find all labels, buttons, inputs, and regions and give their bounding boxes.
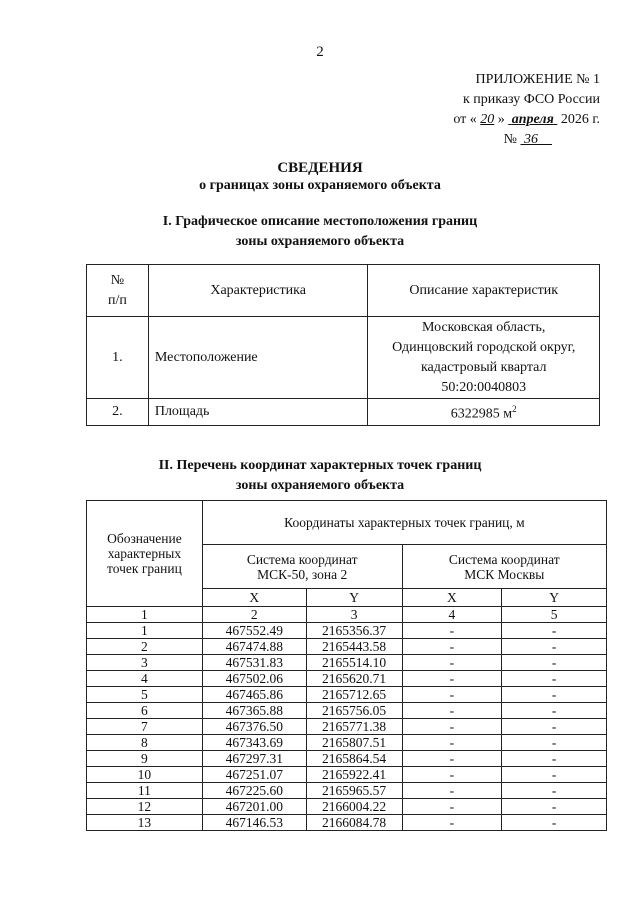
column-number: 3 <box>306 607 402 623</box>
system-line: Система координат <box>448 551 560 567</box>
table-row <box>87 719 607 735</box>
table-row <box>87 799 607 815</box>
msk50-y: 2165965.57 <box>306 783 402 799</box>
document-subtitle: о границах зоны охраняемого объекта <box>199 178 441 193</box>
annex-date-line <box>400 110 600 130</box>
axis-label: X <box>202 589 306 607</box>
area-unit-superscript: 2 <box>512 404 517 414</box>
moscow-y: - <box>502 799 607 815</box>
table-row <box>87 655 607 671</box>
msk50-y: 2165864.54 <box>306 751 402 767</box>
msk50-y: 2166084.78 <box>306 815 402 831</box>
moscow-y: - <box>502 671 607 687</box>
moscow-x: - <box>402 703 502 719</box>
msk50-x: 467552.49 <box>202 623 306 639</box>
msk50-x: 467251.07 <box>202 767 306 783</box>
area-value: 6322985 м <box>450 406 513 422</box>
moscow-x: - <box>402 671 502 687</box>
msk50-x: 467297.31 <box>202 751 306 767</box>
description-line: Московская область, <box>422 319 546 335</box>
msk50-x: 467376.50 <box>202 719 306 735</box>
msk50-x: 467502.06 <box>202 671 306 687</box>
moscow-y: - <box>502 687 607 703</box>
point-number: 10 <box>87 767 203 783</box>
coordinates-body <box>87 623 607 831</box>
section1-heading <box>0 212 640 252</box>
header-designation <box>87 501 203 607</box>
moscow-x: - <box>402 639 502 655</box>
table-row <box>87 639 607 655</box>
point-number: 13 <box>87 815 203 831</box>
row-description <box>368 317 600 399</box>
description-line: 50:20:0040803 <box>441 379 527 395</box>
moscow-x: - <box>402 767 502 783</box>
msk50-x: 467365.88 <box>202 703 306 719</box>
axis-label: Y <box>502 589 607 607</box>
header-number-line1: № <box>110 272 125 288</box>
point-number: 9 <box>87 751 203 767</box>
annex-number-prefix: № <box>503 132 517 147</box>
table-header-row <box>87 265 600 317</box>
moscow-x: - <box>402 655 502 671</box>
msk50-y: 2165807.51 <box>306 735 402 751</box>
column-number: 4 <box>402 607 502 623</box>
msk50-y: 2165443.58 <box>306 639 402 655</box>
annex-order-reference: к приказу ФСО России <box>462 92 600 107</box>
column-number: 1 <box>87 607 203 623</box>
moscow-x: - <box>402 751 502 767</box>
msk50-x: 467201.00 <box>202 799 306 815</box>
moscow-x: - <box>402 783 502 799</box>
header-number-cell <box>87 265 149 317</box>
msk50-y: 2165514.10 <box>306 655 402 671</box>
annex-block <box>400 70 600 150</box>
row-name: Площадь <box>148 399 368 426</box>
section2-heading-line2: зоны охраняемого объекта <box>235 478 405 493</box>
header-designation-line: точек границ <box>107 561 182 576</box>
moscow-y: - <box>502 719 607 735</box>
header-coordinates: Координаты характерных точек границ, м <box>202 501 606 545</box>
point-number: 3 <box>87 655 203 671</box>
msk50-y: 2165922.41 <box>306 767 402 783</box>
system-line: МСК-50, зона 2 <box>257 566 348 582</box>
msk50-x: 467343.69 <box>202 735 306 751</box>
point-number: 4 <box>87 671 203 687</box>
moscow-x: - <box>402 815 502 831</box>
table-header-row <box>87 501 607 545</box>
location-description-table <box>86 264 600 426</box>
header-system-msk50 <box>202 545 402 589</box>
page-number: 2 <box>316 44 324 60</box>
header-characteristic: Характеристика <box>148 265 368 317</box>
msk50-y: 2165712.65 <box>306 687 402 703</box>
column-numbers-row <box>87 607 607 623</box>
section1-heading-line1: I. Графическое описание местоположения границ <box>162 214 478 229</box>
table-row <box>87 399 600 426</box>
annex-day: 20 <box>480 112 495 127</box>
header-system-moscow <box>402 545 606 589</box>
table-row <box>87 687 607 703</box>
msk50-y: 2166004.22 <box>306 799 402 815</box>
table-row <box>87 815 607 831</box>
msk50-y: 2165356.37 <box>306 623 402 639</box>
annex-number-line <box>400 130 600 150</box>
msk50-x: 467465.86 <box>202 687 306 703</box>
annex-date-prefix: от « <box>453 112 477 127</box>
header-description: Описание характеристик <box>368 265 600 317</box>
system-line: МСК Москвы <box>464 566 545 582</box>
row-name: Местоположение <box>148 317 368 399</box>
msk50-x: 467146.53 <box>202 815 306 831</box>
moscow-x: - <box>402 719 502 735</box>
header-number-line2: п/п <box>107 292 127 308</box>
table-row <box>87 783 607 799</box>
axis-label: Y <box>306 589 402 607</box>
moscow-x: - <box>402 799 502 815</box>
moscow-y: - <box>502 623 607 639</box>
point-number: 2 <box>87 639 203 655</box>
msk50-y: 2165771.38 <box>306 719 402 735</box>
moscow-y: - <box>502 815 607 831</box>
moscow-y: - <box>502 767 607 783</box>
coordinates-table <box>86 500 607 831</box>
moscow-y: - <box>502 751 607 767</box>
section1-heading-line2: зоны охраняемого объекта <box>235 234 405 249</box>
point-number: 5 <box>87 687 203 703</box>
system-line: Система координат <box>246 551 358 567</box>
axis-label: X <box>402 589 502 607</box>
point-number: 8 <box>87 735 203 751</box>
document-title: СВЕДЕНИЯ <box>277 160 363 176</box>
row-number: 1. <box>87 317 149 399</box>
table-row <box>87 735 607 751</box>
moscow-y: - <box>502 783 607 799</box>
msk50-x: 467474.88 <box>202 639 306 655</box>
header-designation-line: характерных <box>107 546 182 561</box>
table-row <box>87 623 607 639</box>
msk50-x: 467225.60 <box>202 783 306 799</box>
row-area-value <box>368 399 600 426</box>
table-row <box>87 703 607 719</box>
point-number: 7 <box>87 719 203 735</box>
point-number: 6 <box>87 703 203 719</box>
table-row <box>87 317 600 399</box>
moscow-y: - <box>502 703 607 719</box>
msk50-x: 467531.83 <box>202 655 306 671</box>
moscow-x: - <box>402 687 502 703</box>
annex-quote-close: » <box>497 112 505 127</box>
annex-number: 36 <box>524 132 538 147</box>
moscow-x: - <box>402 735 502 751</box>
moscow-y: - <box>502 639 607 655</box>
column-number: 5 <box>502 607 607 623</box>
table-row <box>87 671 607 687</box>
column-number: 2 <box>202 607 306 623</box>
moscow-y: - <box>502 735 607 751</box>
table-row <box>87 767 607 783</box>
msk50-y: 2165756.05 <box>306 703 402 719</box>
msk50-y: 2165620.71 <box>306 671 402 687</box>
description-line: Одинцовский городской округ, <box>392 339 576 355</box>
moscow-y: - <box>502 655 607 671</box>
moscow-x: - <box>402 623 502 639</box>
header-designation-line: Обозначение <box>107 531 182 546</box>
description-line: кадастровый квартал <box>420 359 547 375</box>
annex-month: апреля <box>511 112 554 127</box>
row-number: 2. <box>87 399 149 426</box>
point-number: 12 <box>87 799 203 815</box>
section2-heading-line1: II. Перечень координат характерных точек границ <box>158 458 482 473</box>
section2-heading <box>0 456 640 496</box>
annex-year: 2026 г. <box>560 112 600 127</box>
point-number: 11 <box>87 783 203 799</box>
point-number: 1 <box>87 623 203 639</box>
table-row <box>87 751 607 767</box>
annex-title: ПРИЛОЖЕНИЕ № 1 <box>475 72 600 87</box>
